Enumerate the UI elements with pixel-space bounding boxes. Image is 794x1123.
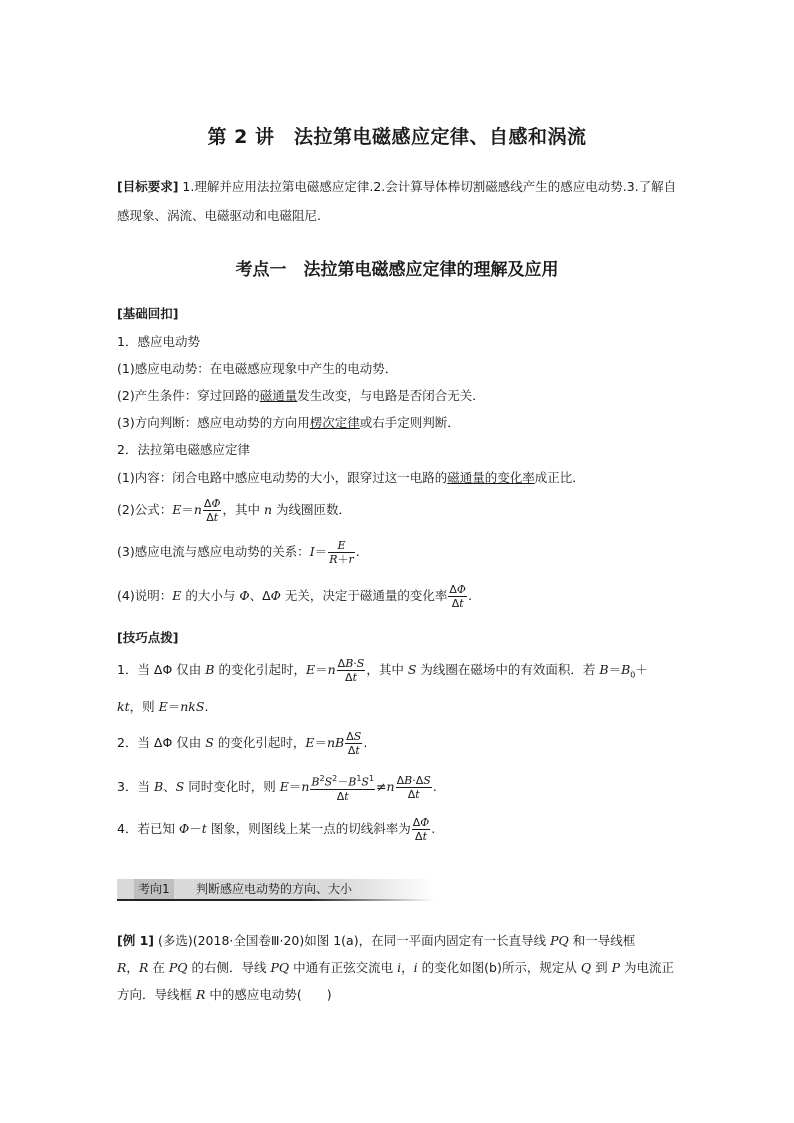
topic-banner-tag: 考向1 (134, 879, 174, 899)
text: (3)方向判断：感应电动势的方向用 (117, 415, 310, 430)
tip-3: 3．当 B、S 同时变化时，则 E＝n $\frac{B^2S^2-B^1S^1}{\Delta t}$ ≠n $\frac{\Delta B\cdot\Delta S}{\Delta t}$ . (117, 773, 437, 803)
tip-4: 4．若已知 Φ－t 图象，则图线上某一点的切线斜率为 $\frac{\Delta\Phi}{\Delta t}$ . (117, 816, 436, 843)
objective-tag: [目标要求] (117, 179, 179, 194)
fraction-dphi-dt: $\frac{\Delta\Phi}{\Delta t}$ (203, 497, 221, 524)
text: 或右手定则判断． (359, 415, 460, 430)
lecture-title: 第 2 讲 法拉第电磁感应定律、自感和涡流 (207, 126, 587, 148)
text: 3．当 (117, 778, 150, 794)
text: 在 (152, 960, 165, 975)
text: 2．当 ΔΦ 仅由 (117, 735, 202, 750)
text: 的变化如图(b)所示，规定从 (421, 960, 577, 975)
text: 4．若已知 (117, 821, 175, 836)
objective-text: 1.理解并应用法拉第电磁感应定律.2.会计算导体棒切割磁感线产生的感应电动势.3.了解自感现象、涡流、电磁驱动和电磁阻尼. (117, 179, 677, 223)
text: 中的感应电动势( ) (209, 987, 332, 1002)
text: 为线圈在磁场中的有效面积．若 (420, 662, 596, 677)
underlined-term: 楞次定律 (309, 415, 360, 430)
tip-2: 2．当 ΔΦ 仅由 S 的变化引起时，E＝nB $\frac{\Delta S}{\Delta t}$ . (117, 730, 368, 757)
learning-objectives (117, 172, 683, 230)
fraction-e-over-r: $\frac{E}{R+r}$ (329, 539, 354, 566)
basics-tag: [基础回扣] (117, 306, 179, 321)
text: (2)产生条件：穿过回路的 (117, 388, 260, 403)
tips-tag: [技巧点拨] (117, 630, 179, 645)
text: (多选)(2018·全国卷Ⅲ·20)如图 1(a)，在同一平面内固定有一长直导线 (157, 933, 547, 948)
underlined-term: 磁通量 (259, 388, 298, 403)
heading-faraday: 2．法拉第电磁感应定律 (117, 442, 250, 457)
topic-banner-text: 判断感应电动势的方向、大小 (196, 882, 353, 896)
text: 的变化引起时， (218, 662, 306, 677)
heading-emf: 1．感应电动势 (117, 334, 200, 349)
topic-banner-underline (117, 899, 435, 901)
underlined-term: 磁通量的变化率 (447, 470, 535, 485)
para-emf-definition: (1)感应电动势：在电磁感应现象中产生的电动势． (117, 361, 398, 376)
text: ，其中 (222, 502, 260, 517)
para-condition (117, 386, 485, 404)
text: 到 (595, 960, 608, 975)
section-title: 考点一 法拉第电磁感应定律的理解及应用 (235, 260, 559, 280)
text: 为线圈匝数． (276, 502, 352, 517)
para-content (117, 468, 585, 486)
text: (2)公式： (117, 502, 173, 517)
fraction-b2s2-b1s1: $\frac{B^2S^2-B^1S^1}{\Delta t}$ (311, 774, 375, 803)
text: 无关，决定于磁通量的变化率 (284, 588, 448, 603)
text: 图象，则图线上某一点的切线斜率为 (210, 821, 411, 836)
text: ，则 (129, 699, 155, 714)
fraction-dphi-dt: $\frac{\Delta\Phi}{\Delta t}$ (412, 816, 430, 843)
example-tag: [例 1] (117, 933, 154, 948)
text: 发生改变，与电路是否闭合无关． (297, 388, 485, 403)
fraction-db-s-dt: $\frac{\Delta B\cdot S}{\Delta t}$ (337, 657, 365, 684)
para-current-relation: (3)感应电流与感应电动势的关系：I＝ $\frac{E}{R+r}$ . (117, 539, 360, 566)
text: (4)说明： (117, 588, 173, 603)
text: ，其中 (366, 662, 404, 677)
fraction-dphi-dt: $\frac{\Delta\Phi}{\Delta t}$ (449, 583, 466, 610)
text: 和一导线框 (572, 933, 636, 948)
para-note: (4)说明：E 的大小与 Φ、ΔΦ 无关，决定于磁通量的变化率 $\frac{\Delta\Phi}{\Delta t}$ . (117, 583, 472, 610)
text: 同时变化时，则 (188, 778, 276, 794)
text: (3)感应电流与感应电动势的关系： (117, 544, 310, 559)
text: 1．当 ΔΦ 仅由 (117, 662, 202, 677)
para-formula: (2)公式：E＝n $\frac{\Delta\Phi}{\Delta t}$ ，其中 n 为线圈匝数． (117, 497, 352, 524)
text: 成正比． (534, 470, 585, 485)
text: (1)内容：闭合电路中感应电动势的大小，跟穿过这一电路的 (117, 470, 448, 485)
tip-1: 1．当 ΔΦ 仅由 B 的变化引起时，E＝n $\frac{\Delta B\cdot S}{\Delta t}$ ，其中 S 为线圈在磁场中的有效面积．若 $B=B_0+$ (117, 657, 648, 684)
example-1: [例 1] (多选)(2018·全国卷Ⅲ·20)如图 1(a)，在同一平面内固定有一长直导线 PQ 和一导线框 R，R 在 PQ 的右侧．导线 PQ 中通有正弦交流电 i，i 的变化如图(b)所示，规定从 Q 到 P 为电流正方向．导线框 R 中的感应电动势( ) (117, 933, 674, 1002)
text: 为电流正方向．导线框 (117, 960, 674, 1002)
fraction-db-ds-dt: $\frac{\Delta B\cdot\Delta S}{\Delta t}$ (396, 773, 431, 801)
text: 中通有正弦交流电 (293, 960, 394, 975)
text: 的大小与 (185, 588, 236, 603)
text: 的变化引起时， (217, 735, 306, 750)
fraction-ds-dt: $\frac{\Delta S}{\Delta t}$ (346, 730, 362, 757)
text: 的右侧．导线 (191, 960, 267, 975)
tip-1-cont: kt，则 E＝nkS. (117, 699, 209, 714)
para-direction (117, 413, 460, 431)
